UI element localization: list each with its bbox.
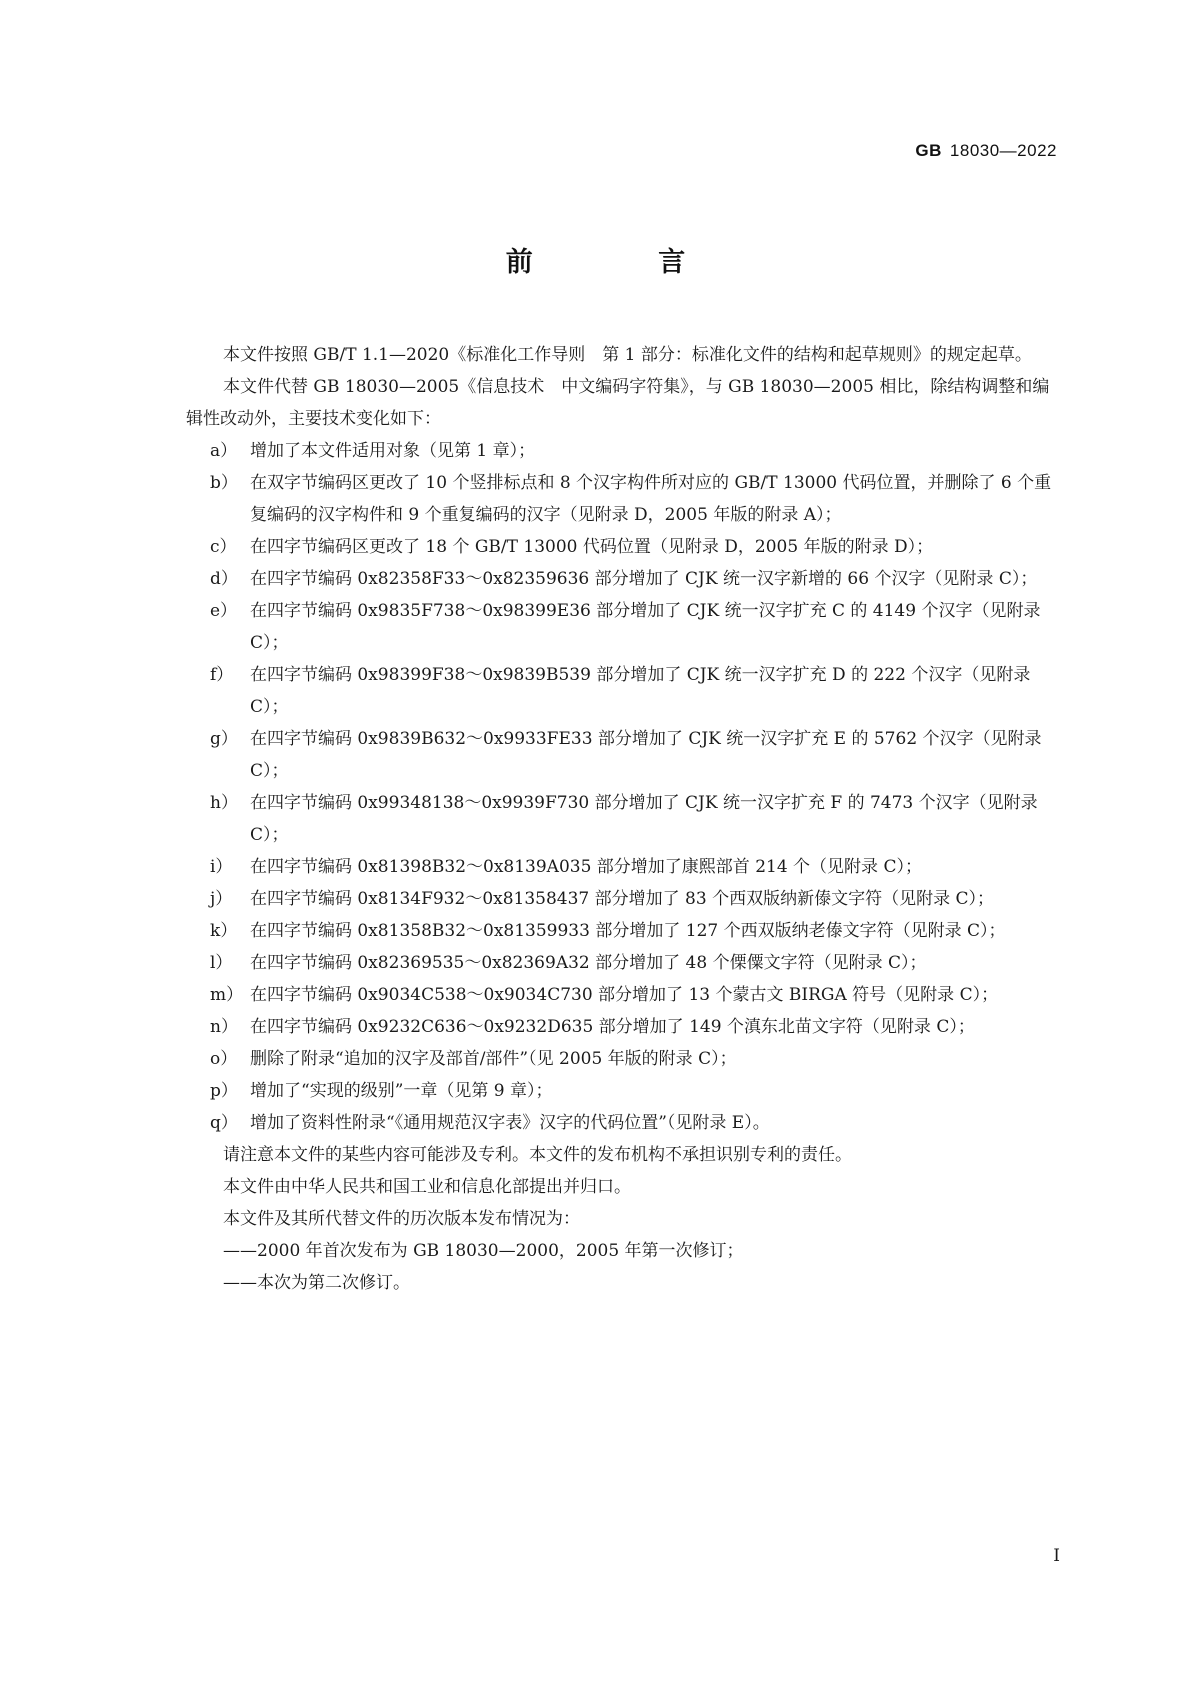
- list-item-text: 增加了本文件适用对象（见第 1 章）；: [250, 441, 536, 461]
- list-marker: a）: [210, 441, 238, 461]
- page-title: 前 言: [505, 247, 744, 278]
- list-marker: o）: [210, 1049, 238, 1069]
- list-item-text: 在四字节编码 0x8134F932～0x81358437 部分增加了 83 个西双版纳新傣文字符（见附录 C）；: [250, 889, 994, 909]
- list-item: [186, 531, 1058, 563]
- list-marker: p）: [210, 1081, 238, 1101]
- list-item: [186, 563, 1058, 595]
- proposer-statement: 本文件由中华人民共和国工业和信息化部提出并归口。: [223, 1177, 631, 1197]
- list-item: [186, 883, 1058, 915]
- list-item-text: 在四字节编码 0x81398B32～0x8139A035 部分增加了康熙部首 214 个（见附录 C）；: [250, 857, 922, 877]
- list-item: [186, 947, 1058, 979]
- changes-list: [186, 435, 1058, 1139]
- list-marker: q）: [210, 1113, 238, 1133]
- foreword-body: [186, 339, 1058, 1299]
- list-item-text: 在四字节编码 0x9839B632～0x9933FE33 部分增加了 CJK 统一汉字扩充 E 的 5762 个汉字（见附录 C）；: [250, 729, 1042, 781]
- list-item: [186, 915, 1058, 947]
- list-marker: k）: [210, 921, 238, 941]
- list-marker: c）: [210, 537, 237, 557]
- history-intro: 本文件及其所代替文件的历次版本发布情况为：: [223, 1209, 580, 1229]
- list-item-text: 在四字节编码 0x82369535～0x82369A32 部分增加了 48 个傈僳文字符（见附录 C）；: [250, 953, 927, 973]
- list-item: [186, 1107, 1058, 1139]
- list-item: [186, 851, 1058, 883]
- list-item-text: 在四字节编码 0x99348138～0x9939F730 部分增加了 CJK 统一汉字扩充 F 的 7473 个汉字（见附录 C）；: [250, 793, 1038, 845]
- list-marker: d）: [210, 569, 238, 589]
- list-item-text: 删除了附录“追加的汉字及部首/部件”（见 2005 年版的附录 C）；: [250, 1049, 737, 1069]
- list-item: [186, 595, 1058, 659]
- list-item-text: 在四字节编码 0x9034C538～0x9034C730 部分增加了 13 个蒙古文 BIRGA 符号（见附录 C）；: [250, 985, 999, 1005]
- list-item-text: 在四字节编码 0x82358F33～0x82359636 部分增加了 CJK 统一汉字新增的 66 个汉字（见附录 C）；: [250, 569, 1038, 589]
- list-item-text: 在四字节编码 0x9835F738～0x98399E36 部分增加了 CJK 统一汉字扩充 C 的 4149 个汉字（见附录 C）；: [250, 601, 1041, 653]
- list-item: [186, 979, 1058, 1011]
- standard-number: 18030—2022: [949, 141, 1057, 160]
- list-item: [186, 435, 1058, 467]
- intro-paragraph-2: 本文件代替 GB 18030—2005《信息技术 中文编码字符集》，与 GB 18030—2005 相比，除结构调整和编辑性改动外，主要技术变化如下：: [186, 377, 1050, 429]
- list-item: [186, 1011, 1058, 1043]
- list-marker: j）: [210, 889, 233, 909]
- patent-notice: 请注意本文件的某些内容可能涉及专利。本文件的发布机构不承担识别专利的责任。: [223, 1145, 852, 1165]
- list-marker: f）: [210, 665, 234, 685]
- list-item: [186, 787, 1058, 851]
- history-item-2: ——本次为第二次修订。: [223, 1273, 410, 1293]
- list-item-text: 在四字节编码 0x81358B32～0x81359933 部分增加了 127 个西双版纳老傣文字符（见附录 C）；: [250, 921, 1006, 941]
- list-item: [186, 1043, 1058, 1075]
- standard-number-header: [915, 141, 1057, 161]
- list-item: [186, 467, 1058, 531]
- list-marker: i）: [210, 857, 233, 877]
- list-marker: g）: [210, 729, 238, 749]
- list-item-text: 在双字节编码区更改了 10 个竖排标点和 8 个汉字构件所对应的 GB/T 13000 代码位置，并删除了 6 个重复编码的汉字构件和 9 个重复编码的汉字（见附录 D，2005 年版的附录 A）；: [250, 473, 1052, 525]
- list-item-text: 在四字节编码 0x9232C636～0x9232D635 部分增加了 149 个滇东北苗文字符（见附录 C）；: [250, 1017, 975, 1037]
- list-marker: n）: [210, 1017, 238, 1037]
- list-marker: l）: [210, 953, 233, 973]
- page-number: I: [1053, 1546, 1060, 1566]
- list-item-text: 在四字节编码 0x98399F38～0x9839B539 部分增加了 CJK 统一汉字扩充 D 的 222 个汉字（见附录 C）；: [250, 665, 1031, 717]
- list-item: [186, 723, 1058, 787]
- list-item: [186, 659, 1058, 723]
- list-marker: e）: [210, 601, 238, 621]
- list-marker: m）: [210, 985, 244, 1005]
- list-item: [186, 1075, 1058, 1107]
- intro-paragraph-1: 本文件按照 GB/T 1.1—2020《标准化工作导则 第 1 部分：标准化文件的结构和起草规则》的规定起草。: [223, 345, 1032, 365]
- standard-prefix: GB: [915, 141, 942, 160]
- list-marker: h）: [210, 793, 238, 813]
- list-item-text: 增加了资料性附录“《通用规范汉字表》汉字的代码位置”（见附录 E）。: [250, 1113, 770, 1133]
- list-item-text: 在四字节编码区更改了 18 个 GB/T 13000 代码位置（见附录 D，2005 年版的附录 D）；: [250, 537, 934, 557]
- list-marker: b）: [210, 473, 238, 493]
- list-item-text: 增加了“实现的级别”一章（见第 9 章）；: [250, 1081, 553, 1101]
- history-item-1: ——2000 年首次发布为 GB 18030—2000，2005 年第一次修订；: [223, 1241, 744, 1261]
